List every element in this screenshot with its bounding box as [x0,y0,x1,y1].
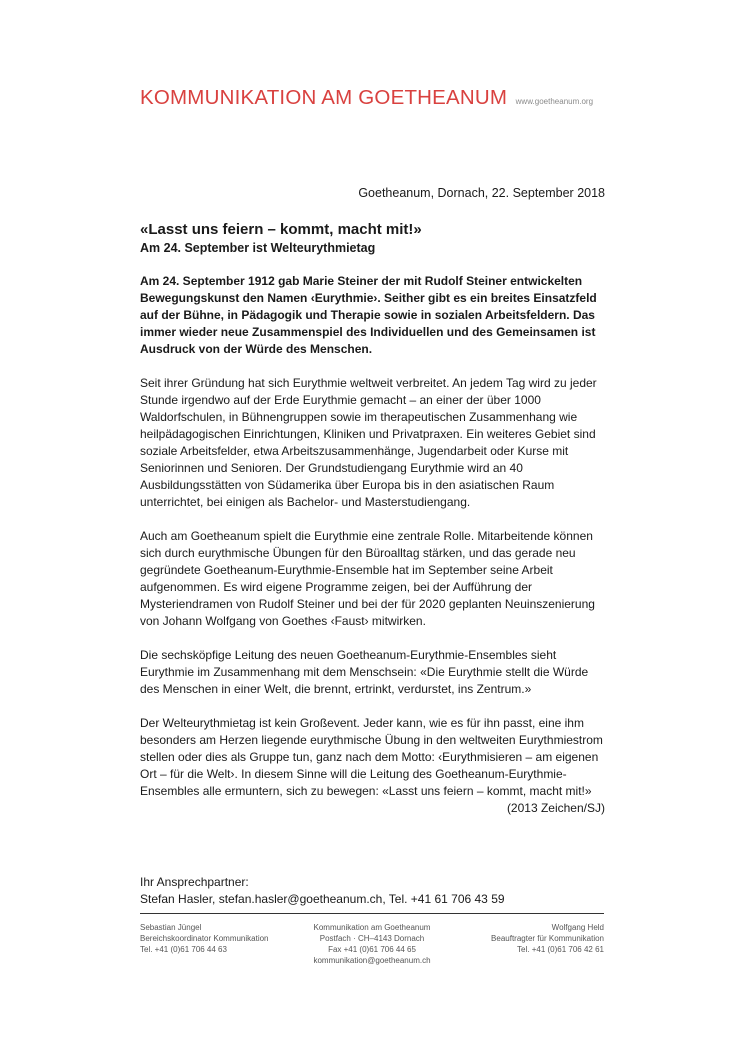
contact-label: Ihr Ansprechpartner: [140,875,249,889]
footer-divider [140,913,604,914]
footer-left-line: Bereichskoordinator Kommunikation [140,934,269,943]
subheadline: Am 24. September ist Welteurythmietag [140,241,376,255]
dateline: Goetheanum, Dornach, 22. September 2018 [358,186,605,200]
letterhead [140,86,593,110]
body-paragraph-2: Auch am Goetheanum spielt die Eurythmie eine zentrale Rolle. Mitarbeitende können sich durch eurythmische Übungen für den Büroalltag stärken, und das gerade neu gegründete Goetheanum-Eurythmie-Ensemble hat im September seine Arbeit aufgenommen. Es wird eigene Programme zeigen, bei der Aufführung der Mysteriendramen von Rudolf Steiner und bei der für 2020 geplanten Neuinszenierung von Johann Wolfgang von Goethes ‹Faust› mitwirken. [140,529,595,628]
press-release-body [140,220,605,817]
contact-line: Stefan Hasler, stefan.hasler@goetheanum.ch, Tel. +41 61 706 43 59 [140,892,505,906]
website-url[interactable]: www.goetheanum.org [515,97,594,106]
footer-right [491,922,604,955]
headline: «Lasst uns feiern – kommt, macht mit!» [140,221,422,238]
contact-block [140,874,505,908]
body-paragraph-3: Die sechsköpfige Leitung des neuen Goetheanum-Eurythmie-Ensembles sieht Eurythmie im Zusammenhang mit dem Menschsein: «Die Eurythmie stellt die Würde des Menschen in einer Welt, die brennt, ertrinkt, verdurstet, ins Zentrum.» [140,648,589,696]
footer-left-line: Tel. +41 (0)61 706 44 63 [140,945,227,954]
footer-left-line: Sebastian Jüngel [140,923,202,932]
lead-paragraph: Am 24. September 1912 gab Marie Steiner der mit Rudolf Steiner entwickelten Bewegungskunst den Namen ‹Eurythmie›. Seither gibt es ein breites Einsatzfeld auf der Bühne, in Pädagogik und Therapie sowie in sozialen Arbeitsfeldern. Das immer wieder neue Zusammenspiel des Individuellen und des Gemeinsamen ist Ausdruck von der Würde des Menschen. [140,274,597,356]
footer-right-line: Tel. +41 (0)61 706 42 61 [517,945,604,954]
footer-center-line: Fax +41 (0)61 706 44 65 [328,945,416,954]
footer-center-line: Postfach · CH–4143 Dornach [319,934,425,943]
footer-left [140,922,269,955]
footer-right-line: Beauftragter für Kommunikation [491,934,604,943]
brand-name: KOMMUNIKATION AM GOETHEANUM [140,86,508,109]
body-paragraph-4: Der Welteurythmietag ist kein Großevent. Jeder kann, wie es für ihn passt, eine ihm besonders am Herzen liegende eurythmische Übung in den weltweiten Eurythmiestrom stellen oder dies als Gruppe tun, ganz nach dem Motto: ‹Eurythmisieren – am eigenen Ort – für die Welt›. In diesem Sinne will die Leitung des Goetheanum-Eurythmie-Ensembles alle ermuntern, sich zu bewegen: «Lasst uns feiern – kommt, macht mit!» [140,716,603,798]
character-count-signature: (2013 Zeichen/SJ) [506,801,605,815]
footer-email-link[interactable]: kommunikation@goetheanum.ch [313,956,431,965]
body-paragraph-1: Seit ihrer Gründung hat sich Eurythmie weltweit verbreitet. An jedem Tag wird zu jeder Stunde irgendwo auf der Erde Eurythmie gemacht – an einer der über 1000 Waldorfschulen, in Bühnengruppen sowie im therapeutischen Zusammenhang wie heilpädagogischen Einrichtungen, Kliniken und Privatpraxen. Ein weiteres Gebiet sind soziale Arbeitsfelder, etwa Arbeitszusammenhänge, Jugendarbeit oder Kurse mit Seniorinnen und Senioren. Der Grundstudiengang Eurythmie wird an 40 Ausbildungsstätten von Südamerika über Europa bis in den asiatischen Raum unterrichtet, bei einigen als Bachelor- und Masterstudiengang. [140,376,597,509]
footer-right-line: Wolfgang Held [551,923,604,932]
footer-center-line: Kommunikation am Goetheanum [313,923,431,932]
footer-center [290,922,454,966]
